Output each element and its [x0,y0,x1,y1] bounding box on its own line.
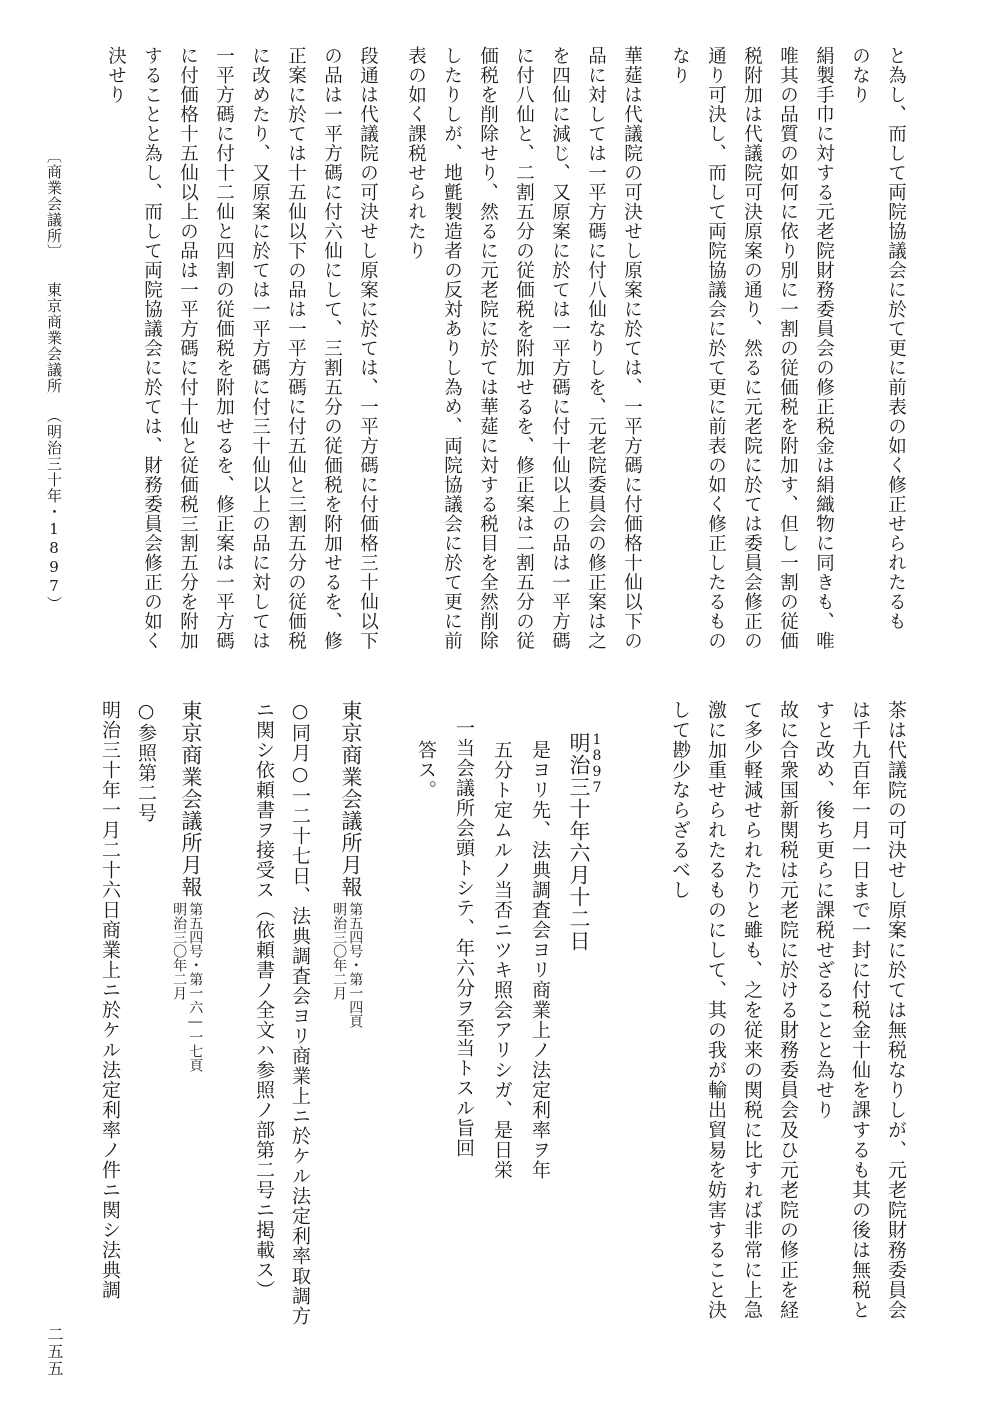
source-ref-date: 明治三〇年二月 [171,902,188,1000]
text-column: 答ス。 [415,740,437,800]
source-ref-date: 明治三〇年二月 [331,902,348,1000]
text-column: の品は一平方碼に付六仙にして、三割五分の従価税を附加せるを、修 [321,46,343,651]
source-org: 東京商業会議所 [45,282,63,394]
text-column: に付八仙と、二割五分の従価税を附加せるを、修正案は二割五分の従 [513,46,535,651]
text-column: ○参照第二号 [135,700,157,823]
source-title: 東京商業会議所月報 [179,700,203,898]
text-column: 品に対しては一平方碼に付八仙なりしを、元老院委員会の修正案は之 [585,46,607,651]
text-column: ○同月○一二十七日、法典調査会ヨリ商業上ニ於ケル法定利率取調方 [289,700,311,1326]
source-title: 東京商業会議所月報 [339,700,363,898]
text-column: 価税を削除せり、然るに元老院に於ては華莚に対する税目を全然削除 [477,46,499,651]
text-column: なり [669,46,691,85]
text-column: 激に加重せられたるものにして、其の我が輸出貿易を妨害すること決 [705,700,727,1320]
text-column: すと改め、後ち更らに課税せざることと為せり [813,700,835,1120]
source-line [46,148,61,612]
text-column: ニ関シ依頼書ヲ接受ス（依頼書ノ全文ハ参照ノ部第二号ニ掲載ス） [253,700,275,1300]
source-ref [171,902,203,1072]
text-column: に改めたり、又原案に於ては一平方碼に付三十仙以上の品に対しては [249,46,271,651]
text-column: 決せり [105,46,127,105]
text-column: 是ヨリ先、法典調査会ヨリ商業上ノ法定利率ヲ年 [529,740,551,1180]
date-heading: 明治三十年六月十二日 [567,732,591,952]
source-ref-issue: 第五四号・第一六―一七頁 [187,902,204,1072]
text-column: して尠少ならざるべし [669,700,691,900]
text-column: 通り可決し、而して両院協議会に於て更に前表の如く修正したるもの [705,46,727,651]
text-column: て多少軽減せられたりと雖も、之を従来の関税に比すれば非常に上急 [741,700,763,1320]
text-column: を四仙に減じ、又原案に於ては一平方碼に付十仙以上の品は一平方碼 [549,46,571,651]
year-note: 1897 [589,732,605,796]
text-column: 唯其の品質の如何に依り別に一割の従価税を附加す、但し一割の従価 [777,46,799,651]
text-column: 絹製手巾に対する元老院財務委員会の修正税金は絹織物に同きも、唯 [813,46,835,651]
text-column: に付価格十五仙以上の品は一平方碼に付十仙と従価税三割五分を附加 [177,46,199,651]
text-column: と為し、而して両院協議会に於て更に前表の如く修正せられたるも [885,46,907,631]
source-ref-issue: 第五四号・第一四頁 [347,902,364,1028]
text-column: 正案に於ては十五仙以下の品は一平方碼に付五仙と三割五分の従価税 [285,46,307,651]
text-column: 一当会議所会頭トシテ、年六分ヲ至当トスル旨回 [453,718,475,1158]
text-column: 一平方碼に付十二仙と四割の従価税を附加せるを、修正案は一平方碼 [213,46,235,651]
text-column: することと為し、而して両院協議会に於ては、財務委員会修正の如く [141,46,163,651]
text-column: 明治三十年一月二十六日商業上ニ於ケル法定利率ノ件ニ関シ法典調 [99,700,121,1300]
text-column: 段通は代議院の可決せし原案に於ては、一平方碼に付価格三十仙以下 [357,46,379,651]
text-column: 表の如く課税せられたり [405,46,427,261]
text-column: 税附加は代議院可決原案の通り、然るに元老院に於ては委員会修正の [741,46,763,651]
text-column: 五分ト定ムルノ当否ニツキ照会アリシガ、是日栄 [491,740,513,1180]
source-ref [331,902,363,1028]
text-column: したりしが、地氈製造者の反対ありし為め、両院協議会に於て更に前 [441,46,463,651]
text-column: 茶は代議院の可決せし原案に於ては無税なりしが、元老院財務委員会 [885,700,907,1320]
text-column: のなり [849,46,871,105]
text-column: 華莚は代議院の可決せし原案に於ては、一平方碼に付価格十仙以下の [621,46,643,651]
source-tag: 〔商業会議所〕 [45,148,63,260]
page-number: 二五五 [45,1326,64,1377]
text-column: は千九百年一月一日まで一封に付税金十仙を課するも其の後は無税と [849,700,871,1320]
text-column: 故に合衆国新関税は元老院に於ける財務委員会及ひ元老院の修正を経 [777,700,799,1320]
source-era: （明治三十年・1897） [45,408,63,612]
